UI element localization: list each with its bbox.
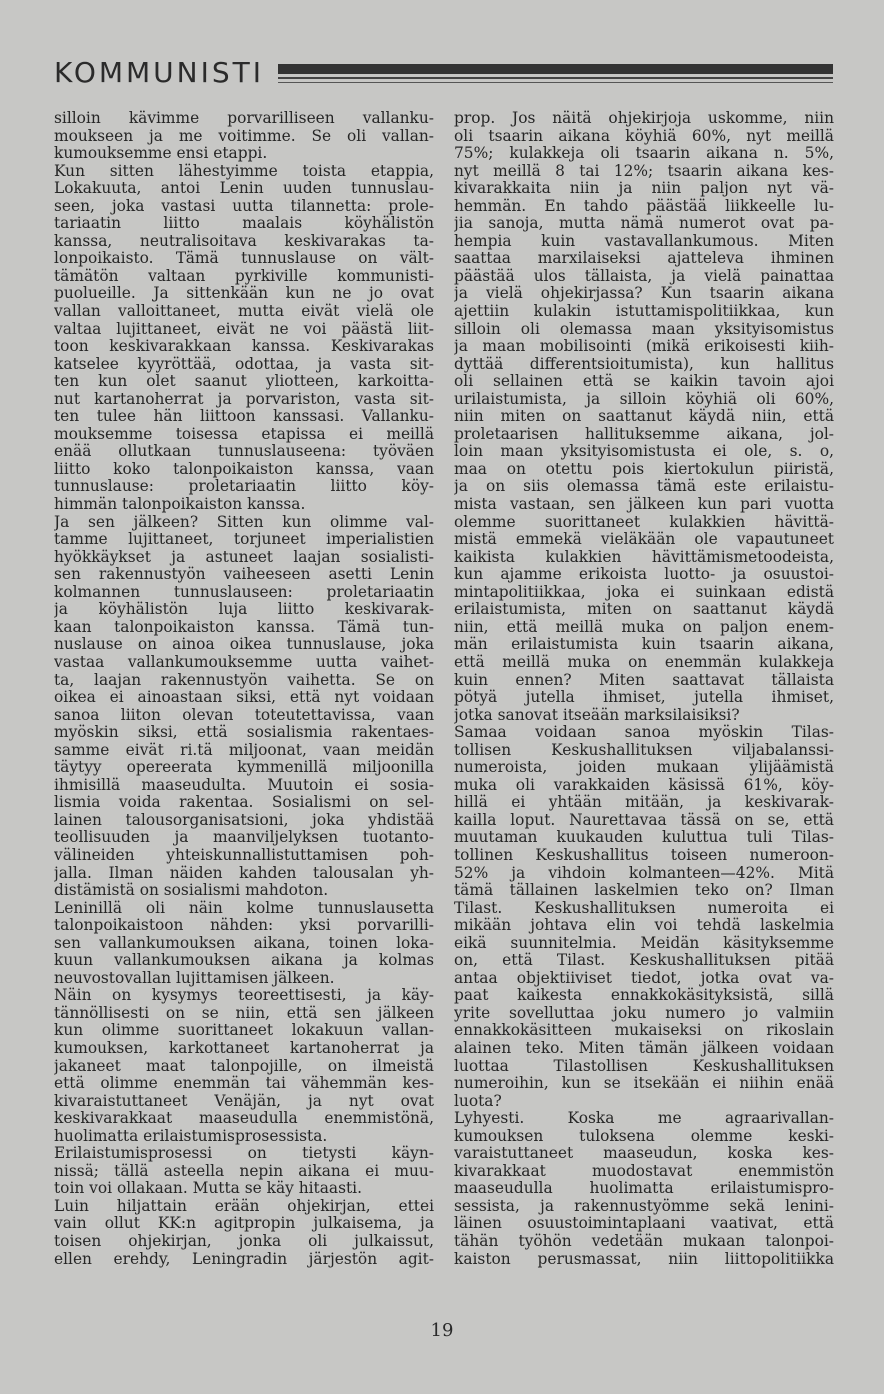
text-line: dyttää differentsioitumista), kun hallitus	[454, 355, 834, 373]
text-line: kumouksen, karkottaneet kartanoherrat ja	[54, 1039, 434, 1057]
text-line: jalla. Ilman näiden kahden talousalan yh-	[54, 864, 434, 882]
left-text-column	[54, 110, 434, 1300]
text-line: nyt meillä 8 tai 12%; tsaarin aikana kes-	[454, 162, 834, 180]
text-line: hemmän. En tahdo päästää liikkeelle lu-	[454, 197, 834, 215]
text-line: talonpoikaistoon nähden: yksi porvarilli-	[54, 917, 434, 935]
masthead-rule-medium	[278, 77, 833, 79]
text-line: Erilaistumisprosessi on tietysti käyn-	[54, 1145, 434, 1163]
text-line: numeroista, joiden mukaan ylijäämistä	[454, 759, 834, 777]
text-line: distämistä on sosialismi mahdoton.	[54, 882, 329, 900]
text-line: sen vallankumouksen aikana, toinen loka-	[54, 934, 434, 952]
text-line: himmän talonpoikaiston kanssa.	[54, 496, 306, 514]
text-line: vallan valloittaneet, mutta eivät vielä ole	[54, 303, 434, 321]
text-line: katselee kyyröttää, odottaa, ja vasta sit-	[54, 355, 434, 373]
text-line: silloin kävimme porvarilliseen vallanku-	[54, 110, 434, 127]
text-line: että olimme enemmän tai vähemmän kes-	[54, 1075, 434, 1093]
text-line: kaan talonpoikaiston kanssa. Tämä tun-	[54, 618, 434, 636]
text-line: Leninillä oli näin kolme tunnuslausetta	[54, 899, 434, 917]
text-line: toin voi ollakaan. Mutta se käy hitaasti.	[54, 1180, 362, 1198]
masthead	[54, 56, 834, 96]
text-line: olemme suorittaneet kulakkien hävittä-	[454, 513, 834, 531]
text-line: oli sellainen että se kaikin tavoin ajoi	[454, 373, 834, 391]
text-line: tännöllisesti on se niin, että sen jälkeen	[54, 1004, 434, 1022]
publication-title: KOMMUNISTI	[54, 56, 265, 89]
text-line: ellen erehdy, Leningradin järjestön agit-	[54, 1250, 434, 1268]
text-line: lismia voida rakentaa. Sosialismi on sel-	[54, 794, 434, 812]
text-line: kaikista kulakkien hävittämismetoodeista,	[454, 548, 834, 566]
text-line: proletaarisen hallituksemme aikana, jol-	[454, 425, 834, 443]
text-line: Tilast. Keskushallituksen numeroita ei	[454, 899, 834, 917]
text-line: oli tsaarin aikana köyhiä 60%, nyt meillä	[454, 127, 834, 145]
text-line: että meillä muka on enemmän kulakkeja	[454, 653, 834, 671]
text-line: tämä tällainen laskelmien teko on? Ilman	[454, 882, 834, 900]
text-line: oikea ei ainoastaan siksi, että nyt voidaan	[54, 689, 434, 707]
text-line: luottaa Tilastollisen Keskushallituksen	[454, 1057, 834, 1075]
text-line: kailla loput. Naurettavaa tässä on se, että	[454, 811, 834, 829]
text-line: kun olimme suorittaneet lokakuun vallan-	[54, 1022, 434, 1040]
text-line: maa on otettu pois kiertokulun piiristä,	[454, 460, 834, 478]
text-line: Luin hiljattain erään ohjekirjan, ettei	[54, 1197, 434, 1215]
text-line: nut kartanoherrat ja porvariston, vasta sit-	[54, 390, 434, 408]
text-line: ten kun olet saanut yliotteen, karkoitta-	[54, 373, 434, 391]
text-line: sanoa liiton olevan toteutettavissa, vaan	[54, 706, 434, 724]
masthead-rule-thick	[278, 64, 833, 74]
text-line: nissä; tällä asteella nepin aikana ei muu-	[54, 1162, 434, 1180]
text-line: Kun sitten lähestyimme toista etappia,	[54, 162, 434, 180]
text-line: ihmisillä maaseudulta. Muutoin ei sosia-	[54, 776, 434, 794]
text-line: Lyhyesti. Koska me agraarivallan-	[454, 1110, 834, 1128]
text-line: varaistuttaneet maaseudun, koska kes-	[454, 1145, 834, 1163]
text-line: hempia kuin vastavallankumous. Miten	[454, 232, 834, 250]
text-line: kaiston perusmassat, niin liittopolitiikka	[454, 1250, 834, 1268]
text-line: moukseen ja me voitimme. Se oli vallan-	[54, 127, 434, 145]
text-line: ja köyhälistön luja liitto keskivarak-	[54, 601, 434, 619]
page-number: 19	[430, 1320, 454, 1341]
text-line: täytyy opereerata kymmenillä miljoonilla	[54, 759, 434, 777]
text-line: jotka sanovat itseään marksilaisiksi?	[454, 706, 740, 724]
text-line: muutaman kuukauden kuluttua tuli Tilas-	[454, 829, 834, 847]
text-line: yrite sovelluttaa joku numero jo valmiin	[454, 1004, 834, 1022]
text-line: kun ajamme erikoista luotto- ja osuustoi-	[454, 566, 834, 584]
text-line: kuun vallankumouksen aikana ja kolmas	[54, 952, 434, 970]
text-line: niin miten on saattanut käydä niin, että	[454, 408, 834, 426]
text-line: luota?	[454, 1092, 502, 1110]
text-line: huolimatta erilaistumisprosessista.	[54, 1127, 328, 1145]
text-line: toon keskivarakkaan kanssa. Keskivarakas	[54, 338, 434, 356]
text-line: kivaraistuttaneet Venäjän, ja nyt ovat	[54, 1092, 434, 1110]
text-line: ten tulee hän liittoon kanssasi. Vallanku-	[54, 408, 434, 426]
text-line: kanssa, neutralisoitava keskivarakas ta-	[54, 232, 434, 250]
text-line: toisen ohjekirjan, jonka oli julkaissut,	[54, 1233, 434, 1250]
text-line: tariaatin liitto maalais köyhälistön	[54, 215, 434, 233]
text-line: tollisen Keskushallituksen viljabalanssi-	[454, 741, 834, 759]
text-line: Näin on kysymys teoreettisesti, ja käy-	[54, 987, 434, 1005]
text-line: lainen talousorganisatsioni, joka yhdistää	[54, 811, 434, 829]
text-line: ja vielä ohjekirjassa? Kun tsaarin aikana	[454, 285, 834, 303]
text-line: erilaistumista, miten on saattanut käydä	[454, 601, 834, 619]
text-line: Lokakuuta, antoi Lenin uuden tunnuslau-	[54, 180, 434, 198]
text-line: vain ollut KK:n agitpropin julkaisema, ja	[54, 1215, 434, 1233]
text-line: mintapolitiikkaa, joka ei suinkaan edistä	[454, 583, 834, 601]
text-line: muka oli varakkaiden käsissä 61%, köy-	[454, 776, 834, 794]
text-line: paat kaikesta ennakkokäsityksistä, sillä	[454, 987, 834, 1005]
text-line: 75%; kulakkeja oli tsaarin aikana n. 5%,	[454, 145, 834, 163]
text-line: kivarakkaita niin ja niin paljon nyt vä-	[454, 180, 834, 198]
text-line: jakaneet maat talonpojille, on ilmeistä	[54, 1057, 434, 1075]
text-line: puolueille. Ja sittenkään kun ne jo ovat	[54, 285, 434, 303]
text-line: kuin ennen? Miten saattavat tällaista	[454, 671, 834, 689]
text-line: nuslause on ainoa oikea tunnuslause, joka	[54, 636, 434, 654]
text-line: mikään johtava elin voi tehdä laskelmia	[454, 917, 834, 935]
text-line: tollinen Keskushallitus toiseen numeroon-	[454, 846, 834, 864]
text-line: neuvostovallan lujittamisen jälkeen.	[54, 969, 335, 987]
text-line: kumouksen tuloksena olemme keski-	[454, 1127, 834, 1145]
text-line: 52% ja vihdoin kolmanteen—42%. Mitä	[454, 864, 834, 882]
text-line: mista vastaan, sen jälkeen kun pari vuotta	[454, 496, 834, 514]
text-line: samme eivät ri.tä miljoonat, vaan meidän	[54, 741, 434, 759]
text-line: Ja sen jälkeen? Sitten kun olimme val-	[54, 513, 434, 531]
text-line: antaa objektiiviset tiedot, jotka ovat va-	[454, 969, 834, 987]
text-line: urilaistumista, ja silloin köyhiä oli 60%,	[454, 390, 834, 408]
text-line: ja maan mobilisointi (mikä erikoisesti kiih-	[454, 338, 834, 356]
text-line: valtaa lujittaneet, eivät ne voi päästä liit-	[54, 320, 434, 338]
text-line: ja on siis olemassa tämä este erilaistu-	[454, 478, 834, 496]
text-line: hyökkäykset ja astuneet laajan sosialisti-	[54, 548, 434, 566]
text-line: tähän työhön vedetään mukaan talonpoi-	[454, 1233, 834, 1250]
text-line: numeroihin, kun se itsekään ei niihin enää	[454, 1075, 834, 1093]
text-line: kivarakkaat muodostavat enemmistön	[454, 1162, 834, 1180]
text-line: ta, laajan rakennustyön vaihetta. Se on	[54, 671, 434, 689]
text-line: läinen osuustoimintaplaani vaativat, että	[454, 1215, 834, 1233]
text-line: liitto koko talonpoikaiston kanssa, vaan	[54, 460, 434, 478]
text-line: ennakkokäsitteen mukaiseksi on rikoslain	[454, 1022, 834, 1040]
text-line: myöskin siksi, että sosialismia rakentaes-	[54, 724, 434, 742]
text-line: sessista, ja rakennustyömme sekä lenini-	[454, 1197, 834, 1215]
text-line: prop. Jos näitä ohjekirjoja uskomme, niin	[454, 110, 834, 127]
text-line: sen rakennustyön vaiheeseen asetti Lenin	[54, 566, 434, 584]
text-line: jia sanoja, mutta nämä numerot ovat pa-	[454, 215, 834, 233]
text-line: alainen teko. Miten tämän jälkeen voidaan	[454, 1039, 834, 1057]
text-line: hillä ei yhtään mitään, ja keskivarak-	[454, 794, 834, 812]
text-line: lonpoikaisto. Tämä tunnuslause on vält-	[54, 250, 434, 268]
text-line: ajettiin kulakin istuttamispolitiikkaa, kun	[454, 303, 834, 321]
text-line: teollisuuden ja maanviljelyksen tuotanto-	[54, 829, 434, 847]
text-line: kumouksemme ensi etappi.	[54, 145, 268, 163]
text-line: loin maan yksityisomistusta ei ole, s. o,	[454, 443, 834, 461]
right-text-column	[454, 110, 834, 1300]
masthead-rule	[278, 64, 833, 86]
text-line: maaseudulla huolimatta erilaistumispro-	[454, 1180, 834, 1198]
text-line: tämätön valtaan pyrkiville kommunisti-	[54, 267, 434, 285]
text-line: välineiden yhteiskunnallistuttamisen poh-	[54, 846, 434, 864]
text-line: saattaa marxilaiseksi ajatteleva ihminen	[454, 250, 834, 268]
text-line: päästää ulos tällaista, ja vielä painattaa	[454, 267, 834, 285]
text-line: eikä suunnitelmia. Meidän käsityksemme	[454, 934, 834, 952]
text-line: kolmannen tunnuslauseen: proletariaatin	[54, 583, 434, 601]
text-line: Samaa voidaan sanoa myöskin Tilas-	[454, 724, 834, 742]
text-line: on, että Tilast. Keskushallituksen pitää	[454, 952, 834, 970]
text-line: tamme lujittaneet, torjuneet imperialistien	[54, 531, 434, 549]
text-line: tunnuslause: proletariaatin liitto köy-	[54, 478, 434, 496]
text-line: silloin oli olemassa maan yksityisomistus	[454, 320, 834, 338]
text-line: keskivarakkaat maaseudulla enemmistönä,	[54, 1110, 434, 1128]
text-line: enää ollutkaan tunnuslauseena: työväen	[54, 443, 434, 461]
text-line: niin, että meillä muka on paljon enem-	[454, 618, 834, 636]
text-line: seen, joka vastasi uutta tilannetta: prole-	[54, 197, 434, 215]
text-line: mistä emmekä vieläkään ole vapautuneet	[454, 531, 834, 549]
masthead-rule-thin	[278, 82, 833, 83]
text-line: pötyä jutella ihmiset, jutella ihmiset,	[454, 689, 834, 707]
text-line: vastaa vallankumouksemme uutta vaihet-	[54, 653, 434, 671]
text-line: mouksemme toisessa etapissa ei meillä	[54, 425, 434, 443]
text-line: män erilaistumista kuin tsaarin aikana,	[454, 636, 834, 654]
